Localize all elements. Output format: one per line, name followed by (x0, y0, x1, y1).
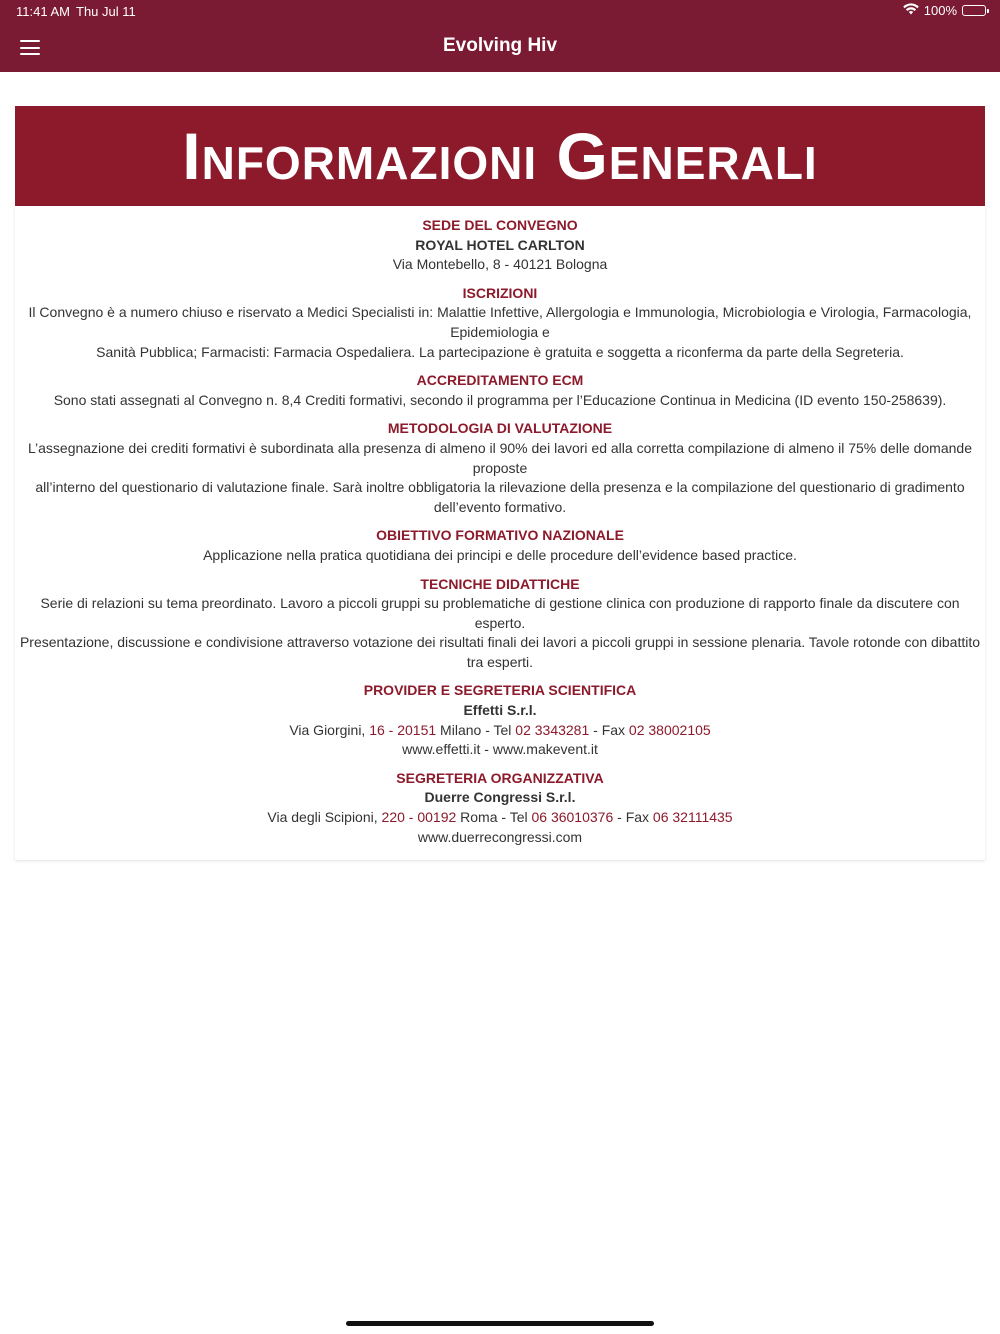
section-text: Serie di relazioni su tema preordinato. Lavoro a piccoli gruppi su problematiche di gestione clinica con produzione di rapporto finale da discutere con esperto. (40, 595, 960, 631)
battery-icon (962, 5, 986, 16)
status-time: 11:41 AM (16, 4, 70, 19)
address-city: Roma - Tel (456, 809, 532, 826)
venue-name: ROYAL HOTEL CARLTON (415, 236, 585, 253)
section-title: ISCRIZIONI (462, 284, 538, 301)
status-indicators (903, 3, 986, 18)
address-number-link[interactable]: 220 - 00192 (381, 809, 457, 826)
top-bar (0, 0, 1000, 72)
page-banner (15, 106, 985, 206)
section-text: Applicazione nella pratica quotidiana dei principi e delle procedure dell’evidence based practice. (203, 546, 797, 563)
organizer-address (15, 808, 985, 828)
page-title: Informazioni Generali (182, 119, 818, 193)
section-obiettivo (15, 526, 985, 565)
provider-name: Effetti S.r.l. (463, 702, 537, 719)
address-number-link[interactable]: 16 - 20151 (369, 721, 437, 738)
wifi-icon (903, 3, 919, 18)
section-title: TECNICHE DIDATTICHE (420, 575, 580, 592)
fax-link[interactable]: 06 32111435 (652, 809, 733, 826)
section-title: SEGRETERIA ORGANIZZATIVA (396, 769, 604, 786)
info-content (15, 206, 985, 847)
phone-link[interactable]: 06 36010376 (531, 809, 614, 826)
organizer-web[interactable]: www.duerrecongressi.com (417, 828, 583, 845)
info-card (15, 206, 985, 860)
section-metodologia (15, 419, 985, 517)
organizer-name: Duerre Congressi S.r.l. (424, 789, 576, 806)
address-street: Via Giorgini, (289, 721, 370, 738)
address-street: Via degli Scipioni, (267, 809, 382, 826)
section-title: OBIETTIVO FORMATIVO NAZIONALE (376, 527, 624, 544)
section-text: all’interno del questionario di valutazione finale. Sarà inoltre obbligatoria la rilevazione della presenza e la compilazione del questionario di gradimento dell’evento formativo. (35, 479, 965, 515)
fax-label: - Fax (589, 721, 629, 738)
section-text: Sono stati assegnati al Convegno n. 8,4 Crediti formativi, secondo il programma per l’Educazione Continua in Medicina (ID evento 150-258639). (53, 391, 947, 408)
fax-label: - Fax (613, 809, 653, 826)
section-text: Sanità Pubblica; Farmacisti: Farmacia Ospedaliera. La partecipazione è gratuita e soggetta a riconferma da parte della Segreteria. (96, 343, 904, 360)
battery-percent: 100% (923, 3, 957, 18)
section-text: Presentazione, discussione e condivisione attraverso votazione dei risultati finali dei lavori a piccoli gruppi in sessione plenaria. Tavole rotonde con dibattito tra esperti. (19, 634, 981, 670)
section-ecm (15, 371, 985, 410)
venue-address: Via Montebello, 8 - 40121 Bologna (392, 256, 608, 273)
section-text: Il Convegno è a numero chiuso e riservato a Medici Specialisti in: Malattie Infettive, Allergologia e Immunologia, Microbiologia e Virologia, Farmacologia, Epidemiologia e (28, 304, 972, 340)
section-tecniche (15, 575, 985, 673)
status-date: Thu Jul 11 (76, 4, 136, 19)
provider-address (15, 721, 985, 741)
section-sede (15, 216, 985, 275)
fax-link[interactable]: 02 38002105 (628, 721, 711, 738)
section-text: L’assegnazione dei crediti formativi è subordinata alla presenza di almeno il 90% dei lavori ed alla corretta compilazione di almeno il 75% delle domande proposte (28, 439, 972, 476)
section-segreteria (15, 769, 985, 847)
section-iscrizioni (15, 284, 985, 362)
home-indicator[interactable] (346, 1321, 654, 1326)
provider-web[interactable]: www.effetti.it - www.makevent.it (402, 741, 598, 758)
section-title: PROVIDER E SEGRETERIA SCIENTIFICA (363, 682, 637, 699)
app-title: Evolving Hiv (442, 35, 558, 56)
section-provider (15, 681, 985, 759)
section-title: METODOLOGIA DI VALUTAZIONE (387, 420, 613, 437)
address-city: Milano - Tel (436, 721, 516, 738)
section-title: ACCREDITAMENTO ECM (416, 372, 584, 389)
section-title: SEDE DEL CONVEGNO (422, 217, 578, 233)
phone-link[interactable]: 02 3343281 (515, 721, 590, 738)
